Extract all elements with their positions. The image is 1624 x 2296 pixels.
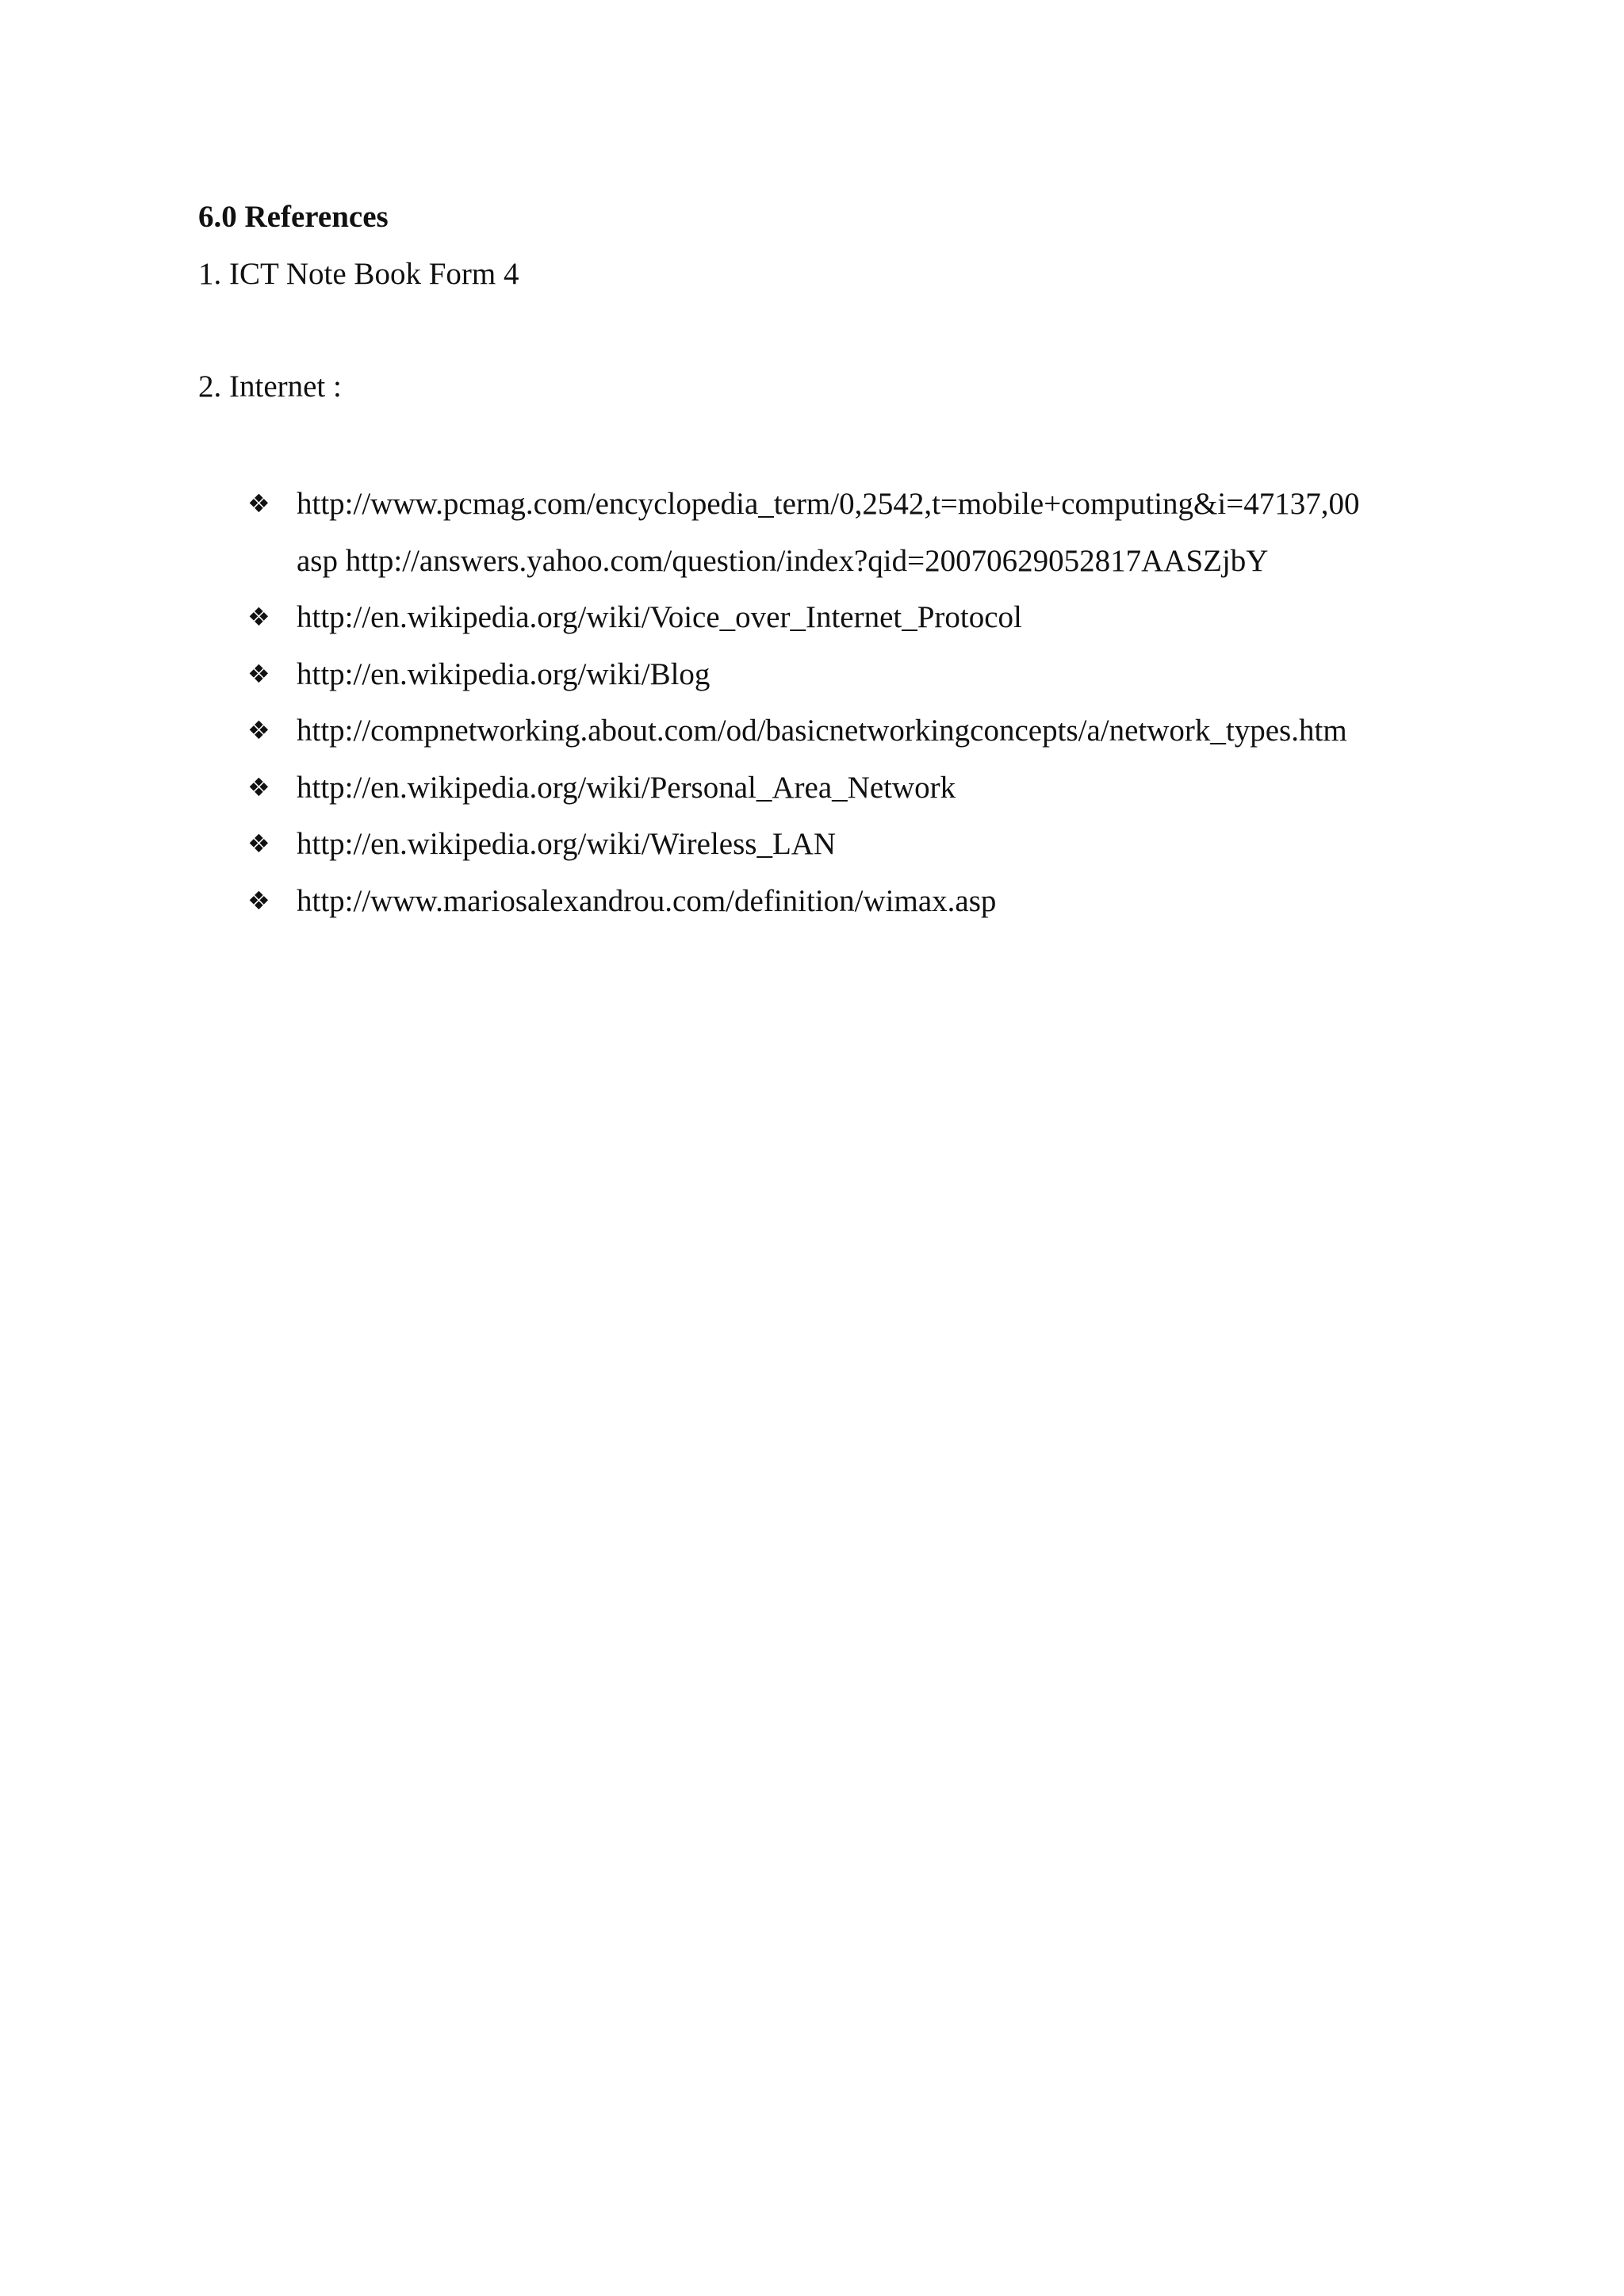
reference-link-item: [247, 760, 1359, 817]
diamond-bullet-icon: ❖: [247, 828, 270, 859]
reference-link-item: [247, 816, 1359, 873]
reference-link-text: http://en.wikipedia.org/wiki/Personal_Area_Network: [297, 770, 956, 805]
reference-link-text: http://www.pcmag.com/encyclopedia_term/0,2542,t=mobile+computing&i=47137,00: [297, 487, 1360, 521]
reference-link-item: [247, 646, 1359, 703]
section-heading: 6.0 References: [198, 200, 389, 234]
reference-link-text: http://en.wikipedia.org/wiki/Blog: [297, 656, 710, 691]
reference-link-item: [247, 873, 1359, 930]
reference-item-1: 1. ICT Note Book Form 4: [198, 257, 519, 291]
reference-item-2: 2. Internet :: [198, 369, 342, 404]
reference-link-text: http://www.mariosalexandrou.com/definition/wimax.asp: [297, 883, 997, 918]
reference-link-item: [247, 702, 1359, 760]
diamond-bullet-icon: ❖: [247, 715, 270, 745]
internet-reference-list: [247, 476, 1359, 929]
diamond-bullet-icon: ❖: [247, 771, 270, 802]
diamond-bullet-icon: ❖: [247, 488, 270, 519]
reference-link-text: http://compnetworking.about.com/od/basicnetworkingconcepts/a/network_types.htm: [297, 714, 1347, 748]
reference-link-item: [247, 589, 1359, 646]
reference-link-text: http://en.wikipedia.org/wiki/Voice_over_Internet_Protocol: [297, 600, 1022, 634]
diamond-bullet-icon: ❖: [247, 602, 270, 632]
diamond-bullet-icon: ❖: [247, 658, 270, 689]
diamond-bullet-icon: ❖: [247, 885, 270, 916]
reference-link-text: http://en.wikipedia.org/wiki/Wireless_LAN: [297, 827, 837, 861]
reference-link-text-continued: asp http://answers.yahoo.com/question/index?qid=20070629052817AASZjbY: [297, 543, 1269, 578]
reference-link-item: [247, 476, 1359, 589]
